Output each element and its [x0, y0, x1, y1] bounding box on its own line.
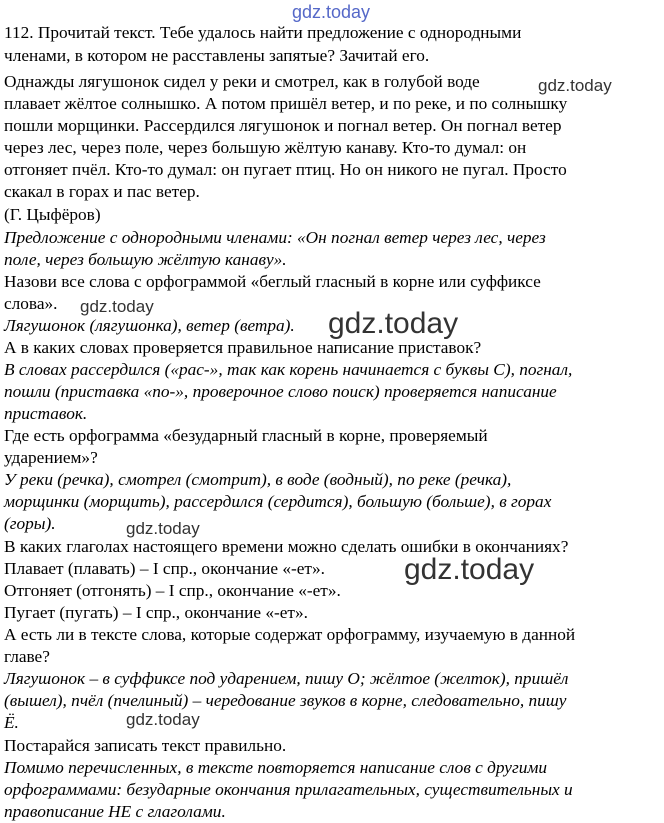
answer-line: Предложение с однородными членами: «Он погнал ветер через лес, через [4, 228, 546, 247]
answer-line: морщинки (морщить), рассердился (сердится), большую (больше), в горах [4, 492, 552, 511]
story-line: отгоняет пчёл. Кто-то думал: он пугает птиц. Но он никого не пугал. Просто [4, 160, 567, 179]
watermark: gdz.today [404, 553, 535, 586]
watermark: gdz.today [538, 76, 612, 95]
watermark: gdz.today [328, 307, 459, 340]
answer-line: правописание НЕ с глаголами. [4, 802, 226, 821]
answer-line: приставок. [4, 404, 88, 423]
answer-line: В словах рассердился («рас-», так как корень начинается с буквы С), погнал, [4, 360, 573, 379]
question-line: главе? [4, 647, 50, 666]
answer-line: Отгоняет (отгонять) – I спр., окончание «-ет». [4, 581, 341, 600]
question-line: А в каких словах проверяется правильное написание приставок? [4, 338, 482, 357]
story-line: пошли морщинки. Рассердился лягушонок и погнал ветер. Он погнал ветер [4, 116, 562, 135]
task-heading-cont: членами, в котором не расставлены запятые? Зачитай его. [4, 46, 430, 65]
answer-line: У реки (речка), смотрел (смотрит), в воде (водный), по реке (речка), [4, 470, 512, 489]
answer-line: (горы). [4, 514, 56, 533]
question-line: Постарайся записать текст правильно. [4, 736, 287, 755]
answer-line: (вышел), пчёл (пчелиный) – чередование звуков в корне, следовательно, пишу [4, 691, 567, 710]
question-line: Назови все слова с орфограммой «беглый гласный в корне или суффиксе [4, 272, 541, 291]
answer-line: Плавает (плавать) – I спр., окончание «-ет». [4, 559, 325, 578]
question-line: А есть ли в тексте слова, которые содержат орфограмму, изучаемую в данной [4, 625, 576, 644]
answer-line: Ё. [4, 713, 19, 732]
answer-line: пошли (приставка «по-», проверочное слово поиск) проверяется написание [4, 382, 557, 401]
answer-line: Пугает (пугать) – I спр., окончание «-ет». [4, 603, 308, 622]
story-line: скакал в горах и пас ветер. [4, 182, 200, 201]
question-line: слова». [4, 294, 58, 313]
story-line: через лес, через поле, через большую жёлтую канаву. Кто-то думал: он [4, 138, 527, 157]
watermark: gdz.today [126, 519, 200, 538]
story-author: (Г. Цыфёров) [4, 205, 101, 224]
answer-line: Лягушонок – в суффиксе под ударением, пишу О; жёлтое (желток), пришёл [4, 669, 569, 688]
answer-line: поле, через большую жёлтую канаву». [4, 250, 287, 269]
story-line: плавает жёлтое солнышко. А потом пришёл ветер, и по реке, и по солнышку [4, 94, 568, 113]
answer-line: орфограммами: безударные окончания прилагательных, существительных и [4, 780, 573, 799]
question-line: ударением»? [4, 448, 98, 467]
answer-line: Лягушонок (лягушонка), ветер (ветра). [4, 316, 295, 335]
question-line: Где есть орфограмма «безударный гласный в корне, проверяемый [4, 426, 488, 445]
watermark: gdz.today [80, 297, 154, 316]
watermark: gdz.today [126, 710, 200, 729]
question-line: В каких глаголах настоящего времени можно сделать ошибки в окончаниях? [4, 537, 569, 556]
story-line: Однажды лягушонок сидел у реки и смотрел, как в голубой воде [4, 72, 480, 91]
answer-line: Помимо перечисленных, в тексте повторяется написание слов с другими [4, 758, 548, 777]
watermark-top: gdz.today [292, 2, 371, 22]
task-heading: 112. Прочитай текст. Тебе удалось найти предложение с однородными [4, 23, 522, 42]
